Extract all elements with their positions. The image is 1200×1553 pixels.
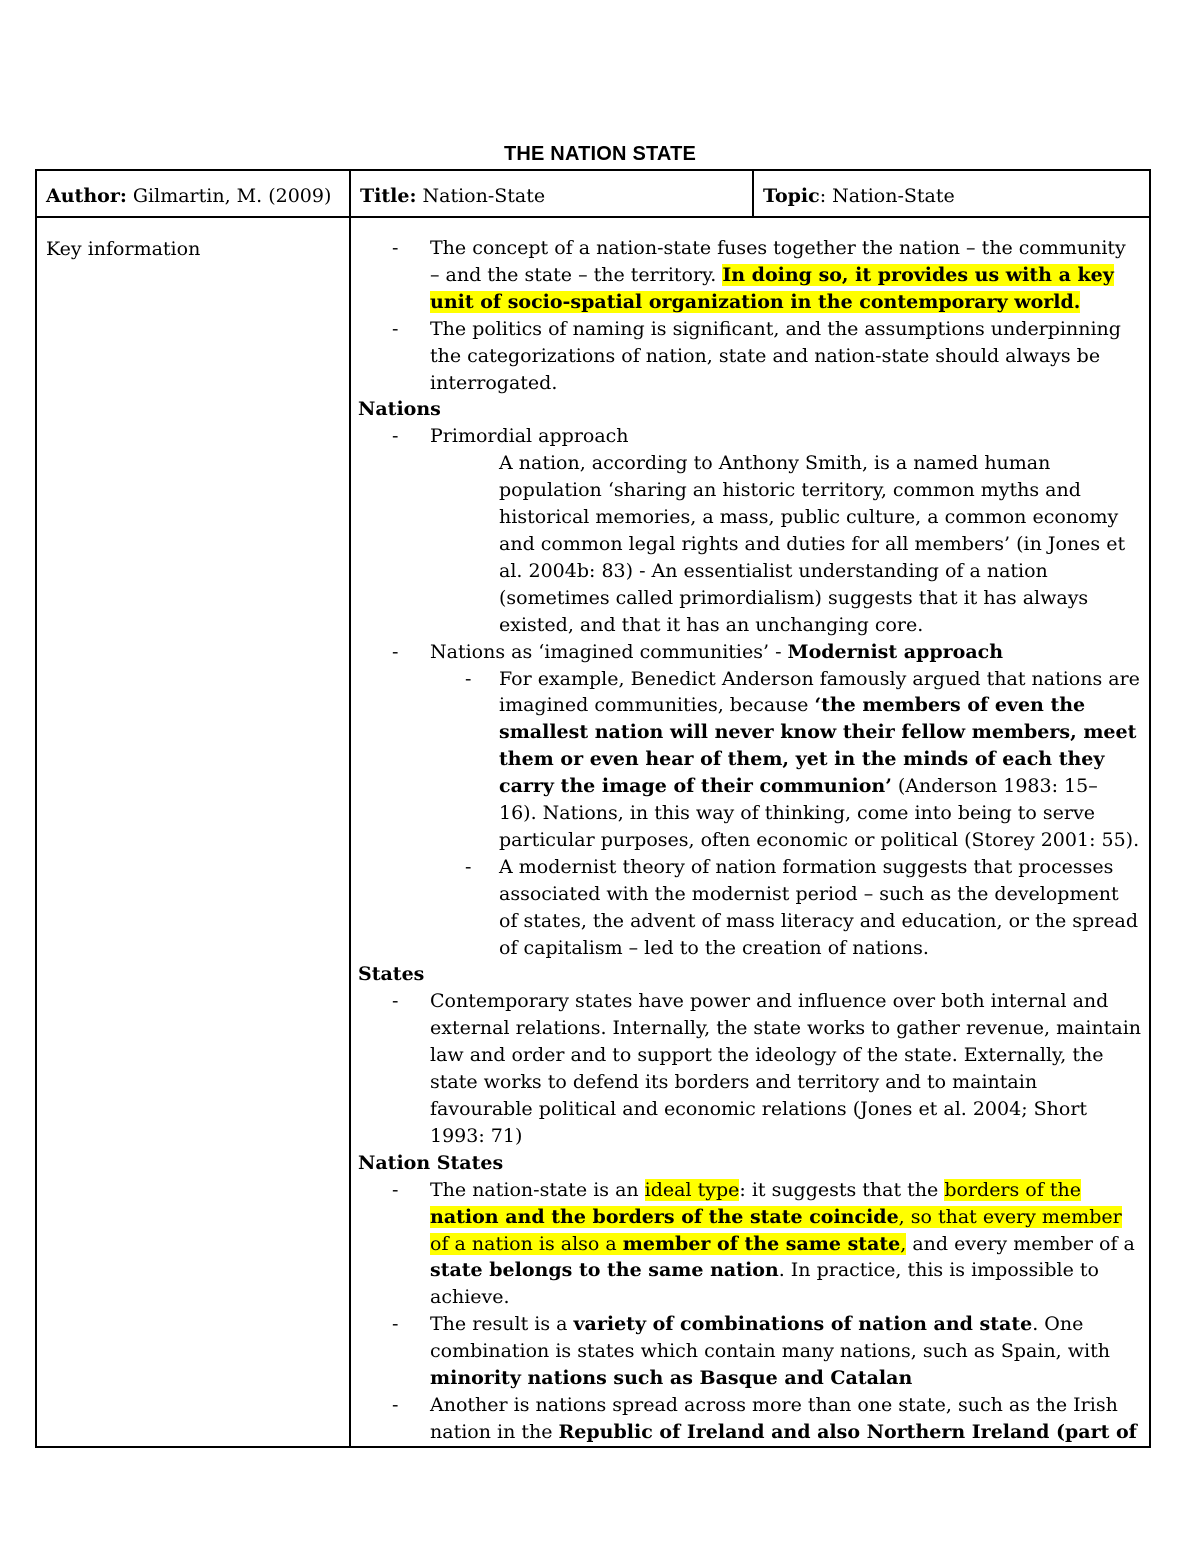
key-information-label: Key information bbox=[46, 238, 201, 260]
author-cell bbox=[36, 170, 350, 217]
anderson-subbullet: - For example, Benedict Anderson famously argued that nations are imagined communities, because ‘the members of even the smallest nation will never know their fellow members, meet them or even hear of them, yet in the minds of each they carry the image of their communion’ (Anderson 1983: 15– 16). Nations, in this way of thinking, come into being to serve particular purposes, often economic or political (Storey 2001: 55). bbox=[358, 666, 1141, 854]
modernist-theory-subbullet: - A modernist theory of nation formation suggests that processes associated with the modernist period – such as the development of states, the advent of mass literacy and education, or the spread of capitalism – led to the creation of nations. bbox=[358, 854, 1141, 962]
topic-label: Topic bbox=[763, 185, 820, 207]
topic-value: : Nation-State bbox=[819, 185, 955, 207]
primordial-bullet: - Primordial approach bbox=[358, 423, 1141, 450]
combinations-bullet: - The result is a variety of combinations of nation and state. One combination is states which contain many nations, such as Spain, with minority nations such as Basque and Catalan bbox=[358, 1311, 1141, 1392]
document-title: THE NATION STATE bbox=[503, 143, 697, 165]
states-bullet: - Contemporary states have power and influence over both internal and external relations. Internally, the state works to gather revenue, maintain law and order and to support the ideology of the state. Externally, the state works to defend its borders and territory and to maintain favourable political and economic relations (Jones et al. 2004; Short 1993: 71) bbox=[358, 988, 1141, 1149]
title-label: Title: bbox=[360, 185, 417, 207]
topic-cell bbox=[753, 170, 1150, 217]
title-value: Nation-State bbox=[416, 185, 546, 207]
title-cell bbox=[350, 170, 753, 217]
highlight-borders: borders of the nation and the borders of the state coincide, so that every member of a nation is also a member of the same state, bbox=[430, 1178, 1122, 1255]
primordial-text: A nation, according to Anthony Smith, is a named human population ‘sharing an historic territory, common myths and historical memories, a mass, public culture, a common economy and common legal rights and duties for all members’ (in Jones et al. 2004b: 83) - An essentialist understanding of a nation (sometimes called primordialism) suggests that it has always existed, and that it has an unchanging core. bbox=[499, 452, 1126, 636]
key-information-cell bbox=[36, 217, 350, 1447]
imagined-bullet: - Nations as ‘imagined communities’ - Modernist approach bbox=[358, 639, 1141, 666]
modernist-approach-label: Modernist approach bbox=[787, 640, 1004, 663]
notes-cell bbox=[350, 217, 1150, 1447]
highlight-ideal-type: ideal type bbox=[644, 1178, 740, 1201]
author-label: Author: bbox=[46, 185, 127, 207]
body-row bbox=[36, 217, 1150, 1447]
intro-bullet-1: - The concept of a nation-state fuses together the nation – the community – and the state – the territory. In doing so, it provides us with a key unit of socio-spatial organization in the contemporary world. bbox=[358, 235, 1141, 316]
nations-heading: Nations bbox=[358, 398, 441, 421]
irish-nation-bullet: - Another is nations spread across more than one state, such as the Irish nation in the Republic of Ireland and also Northern Ireland (part of bbox=[358, 1392, 1141, 1446]
highlight-key-unit: In doing so, it provides us with a key unit of socio-spatial organization in the contemporary world. bbox=[430, 263, 1114, 313]
anderson-quote: ‘the members of even the smallest nation will never know their fellow members, meet them or even hear of them, yet in the minds of each they carry the image of their communion’ bbox=[499, 694, 1137, 798]
ideal-type-bullet: - The nation-state is an ideal type: it suggests that the borders of the nation and the borders of the state coincide, so that every member of a nation is also a member of the same state, and every member of a state belongs to the same nation. In practice, this is impossible to achieve. bbox=[358, 1177, 1141, 1312]
nation-states-heading: Nation States bbox=[358, 1151, 504, 1174]
intro-bullet-2: - The politics of naming is significant, and the assumptions underpinning the categorizations of nation, state and nation-state should always be interrogated. bbox=[358, 316, 1141, 397]
author-value: Gilmartin, M. (2009) bbox=[126, 185, 332, 207]
header-row bbox=[36, 170, 1150, 217]
states-heading: States bbox=[358, 963, 425, 986]
summary-table bbox=[35, 169, 1151, 1448]
